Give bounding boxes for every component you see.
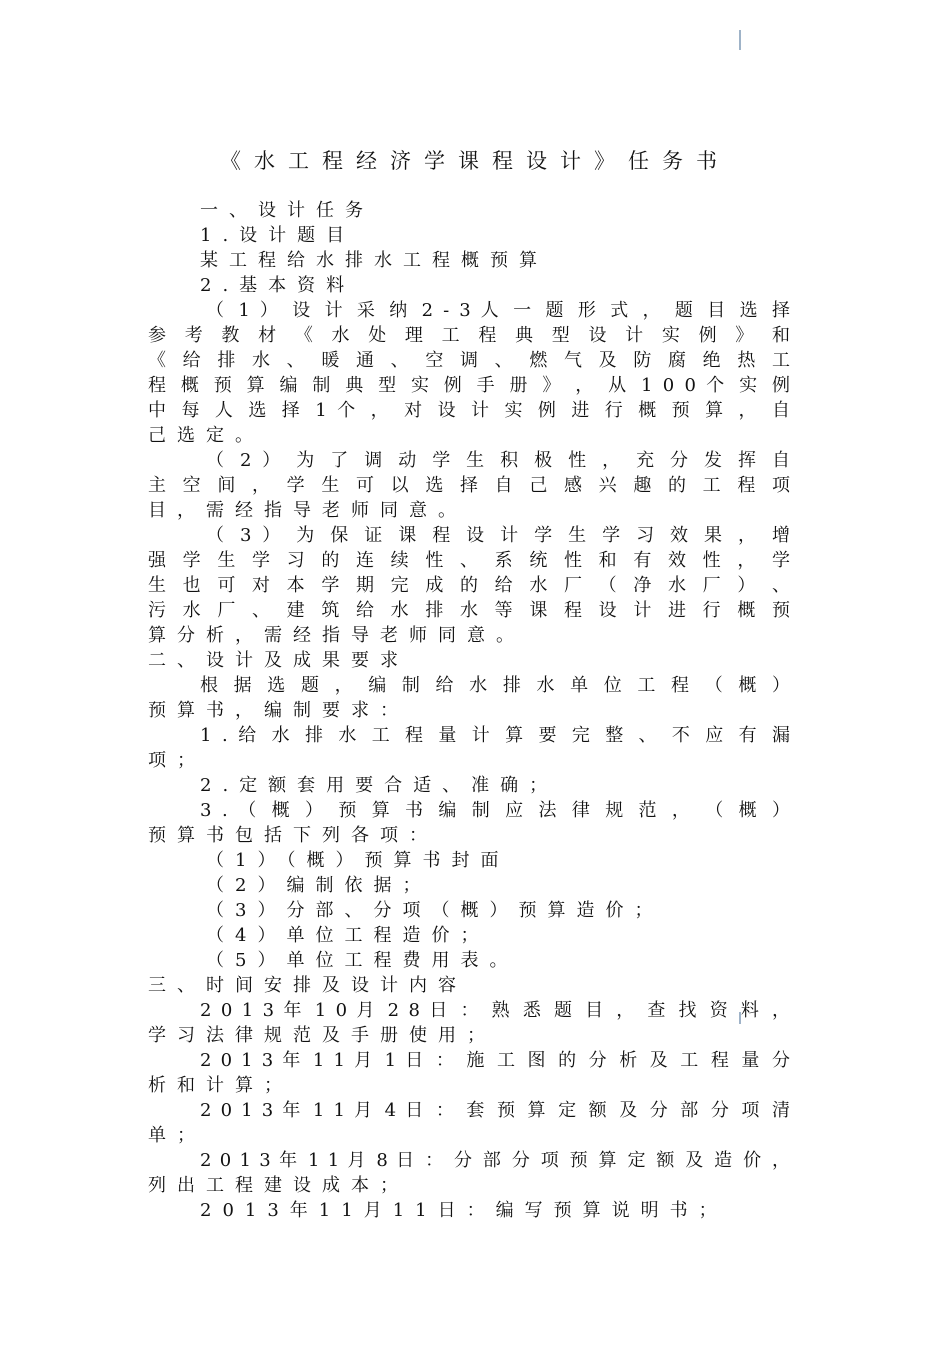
paragraph-line: 根 据 选 题 ， 编 制 给 水 排 水 单 位 工 程 （ 概 ） — [200, 675, 790, 696]
list-item: （1）（概）预算书封面 — [206, 850, 510, 871]
schedule-line: 2013年11月11日：编写预算说明书； — [200, 1200, 728, 1221]
paragraph-line: 算分析，需经指导老师同意。 — [148, 625, 525, 646]
schedule-line: 析和计算； — [148, 1075, 293, 1096]
subsection-heading: 1.设计题目 — [200, 225, 356, 246]
schedule-line: 2 0 1 3 年 1 1 月 1 日 ： 施 工 图 的 分 析 及 工 程 量 分 — [200, 1050, 790, 1071]
schedule-line: 单； — [148, 1125, 206, 1146]
list-item: （2）编制依据； — [206, 875, 432, 896]
schedule-line: 列出工程建设成本； — [148, 1175, 409, 1196]
paragraph-line: 1 . 给 水 排 水 工 程 量 计 算 要 完 整 、 不 应 有 漏 — [200, 725, 790, 746]
list-item: （3）分部、分项（概）预算造价； — [206, 900, 664, 921]
paragraph-line: 生 也 可 对 本 学 期 完 成 的 给 水 厂 （ 净 水 厂 ） 、 — [148, 575, 790, 596]
section-heading: 二、设计及成果要求 — [148, 650, 409, 671]
paragraph-line: 2.定额套用要合适、准确； — [200, 775, 559, 796]
paragraph-line: 项； — [148, 750, 206, 771]
schedule-line: 学习法律规范及手册使用； — [148, 1025, 496, 1046]
paragraph-line: （ 2 ） 为 了 调 动 学 生 积 极 性 ， 充 分 发 挥 自 — [206, 450, 790, 471]
paragraph-line: （ 1 ） 设 计 采 纳 2 - 3 人 一 题 形 式 ， 题 目 选 择 — [206, 300, 790, 321]
paragraph-line: 程 概 预 算 编 制 典 型 实 例 手 册 》 ， 从 1 0 0 个 实 例 — [148, 375, 790, 396]
schedule-line: 2 0 1 3 年 1 1 月 8 日 ： 分 部 分 项 预 算 定 额 及 造 价 ， — [200, 1150, 790, 1171]
section-heading: 一、设计任务 — [200, 200, 374, 221]
scan-mark-top — [739, 30, 741, 50]
list-item: （5）单位工程费用表。 — [206, 950, 519, 971]
paragraph-line: 中 每 人 选 择 1 个 ， 对 设 计 实 例 进 行 概 预 算 ， 自 — [148, 400, 790, 421]
paragraph-line: 预算书包括下列各项： — [148, 825, 438, 846]
paragraph-line: 预算书，编制要求： — [148, 700, 409, 721]
paragraph-line: 3 . （ 概 ） 预 算 书 编 制 应 法 律 规 范 ， （ 概 ） — [200, 800, 790, 821]
paragraph-line: 参 考 教 材 《 水 处 理 工 程 典 型 设 计 实 例 》 和 — [148, 325, 790, 346]
subsection-heading: 2.基本资料 — [200, 275, 356, 296]
paragraph-line: （ 3 ） 为 保 证 课 程 设 计 学 生 学 习 效 果 ， 增 — [206, 525, 790, 546]
list-item: （4）单位工程造价； — [206, 925, 490, 946]
paragraph-line: 《 给 排 水 、 暖 通 、 空 调 、 燃 气 及 防 腐 绝 热 工 — [148, 350, 790, 371]
paragraph-line: 某工程给水排水工程概预算 — [200, 250, 548, 271]
paragraph-line: 强 学 生 学 习 的 连 续 性 、 系 统 性 和 有 效 性 ， 学 — [148, 550, 790, 571]
paragraph-line: 目，需经指导老师同意。 — [148, 500, 467, 521]
section-heading: 三、时间安排及设计内容 — [148, 975, 467, 996]
schedule-line: 2 0 1 3 年 1 0 月 2 8 日 ： 熟 悉 题 目 ， 查 找 资 料 ， — [200, 1000, 790, 1021]
schedule-line: 2 0 1 3 年 1 1 月 4 日 ： 套 预 算 定 额 及 分 部 分 项 清 — [200, 1100, 790, 1121]
paragraph-line: 己选定。 — [148, 425, 264, 446]
paragraph-line: 主 空 间 ， 学 生 可 以 选 择 自 己 感 兴 趣 的 工 程 项 — [148, 475, 790, 496]
document-title: 《水工程经济学课程设计》任务书 — [220, 149, 730, 173]
paragraph-line: 污 水 厂 、 建 筑 给 水 排 水 等 课 程 设 计 进 行 概 预 — [148, 600, 790, 621]
document-body — [148, 198, 790, 1223]
